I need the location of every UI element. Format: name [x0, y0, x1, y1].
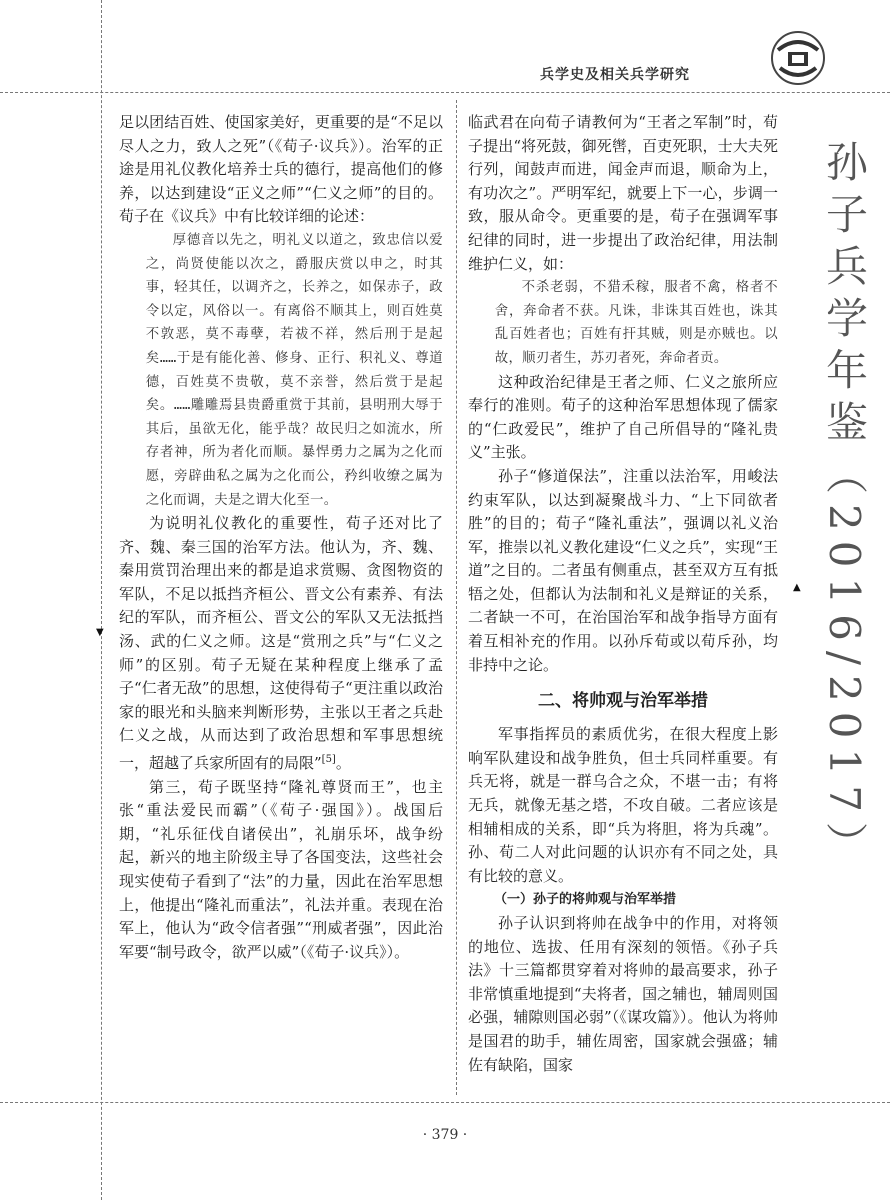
paragraph-end: 。 [335, 754, 351, 773]
paragraph [119, 512, 443, 776]
page-number: · 379 · [422, 1127, 468, 1143]
column-divider [456, 100, 457, 1095]
block-quote: 不杀老弱，不猎禾稼，服者不禽，格者不舍，奔命者不获。凡诛，非诛其百姓也，诛其乱百姓者也；百姓有扞其贼，则是亦贼也。以故，顺刃者生，苏刃者死，奔命者贡。 [494, 280, 778, 366]
paragraph: 这种政治纪律是王者之师、仁义之旅所应奉行的准则。荀子的这种治军思想体现了儒家的“仁政爱民”，维护了自己所倡导的“隆礼贵义”主张。 [468, 372, 778, 462]
block-quote: 厚德音以先之，明礼义以道之，致忠信以爱之，尚贤使能以次之，爵服庆赏以申之，时其事，轻其任，以调齐之，长养之，如保赤子，政令以定，风俗以一。有离俗不顺其上，则百姓莫不敦恶，莫不毒孽，若祓不祥，然后刑于是起矣……于是有能化善、修身、正行、积礼义、尊道德，百姓莫不贵敬，莫不亲誉，然后赏于是起矣。……雕雕焉县贵爵重赏于其前，县明刑大辱于其后，虽欲无化，能乎哉？故民归之如流水，所存者神，所为者化而顺。暴悍勇力之属为之化而愿，旁辟曲私之属为之化而公，矜纠收缭之属为之化而调，夫是之谓大化至一。 [145, 232, 443, 508]
bottom-crop-line [0, 1102, 890, 1103]
paragraph: 军事指挥员的素质优劣，在很大程度上影响军队建设和战争胜负，但士兵同样重要。有兵无将，就是一群乌合之众，不堪一击；有将无兵，就像无基之塔，不攻自破。二者应该是相辅相成的关系，即“兵为将胆，将为兵魂”。孙、荀二人对此问题的认识亦有不同之处，具有比较的意义。 [468, 725, 778, 885]
yearbook-logo-icon [768, 28, 828, 88]
left-margin-marker: ▼ [96, 627, 104, 638]
paragraph: 孙子认识到将帅在战争中的作用，对将领的地位、选拔、任用有深刻的领悟。《孙子兵法》十三篇都贯穿着对将帅的最高要求，孙子非常慎重地提到“夫将者，国之辅也，辅周则国必强，辅隙则国必弱”（《谋攻篇》）。他认为将帅是国君的助手，辅佐周密，国家就会强盛；辅佐有缺陷，国家 [468, 914, 778, 1074]
right-column [468, 111, 778, 1077]
paragraph: 第三，荀子既坚持“隆礼尊贤而王”，也主张“重法爱民而霸”（《荀子·强国》）。战国后期，“礼乐征伐自诸侯出”，礼崩乐坏，战争纷起，新兴的地主阶级主导了各国变法，这些社会现实使荀子看到了“法”的力量，因此在治军思想上，他提出“隆礼而重法”，礼法并重。表现在治军上，他认为“政令信者强”“刑威者强”，因此治军要“制号政令，欲严以威”（《荀子·议兵》）。 [119, 777, 443, 961]
running-header: 兵学史及相关兵学研究 [540, 67, 690, 83]
top-crop-line [0, 92, 890, 93]
subsection-heading: （一）孙子的将帅观与治军举措 [494, 892, 677, 908]
section-heading: 二、将帅观与治军举措 [538, 691, 708, 712]
left-crop-line [101, 0, 102, 1200]
paragraph: 足以团结百姓、使国家美好，更重要的是“不足以尽人之力，致人之死”（《荀子·议兵》）。治军的正途是用礼仪教化培养士兵的德行，提高他们的修养，以达到建设“正义之师”“仁义之师”的目的。荀子在《议兵》中有比较详细的论述： [119, 113, 443, 226]
right-margin-marker: ▲ [793, 582, 801, 593]
citation-ref: [5] [321, 754, 336, 766]
left-column [119, 111, 443, 964]
yearbook-title: 孙子兵学年鉴（2016/2017） [820, 140, 869, 874]
paragraph-text: 为说明礼仪教化的重要性，荀子还对比了齐、魏、秦三国的治军方法。他认为，齐、魏、秦用赏罚治理出来的都是追求赏赐、贪图物资的军队，不足以抵挡齐桓公、晋文公有素养、有法纪的军队，而齐桓公、晋文公的军队又无法抵挡汤、武的仁义之师。这是“赏刑之兵”与“仁义之师”的区别。荀子无疑在某种程度上继承了孟子“仁者无敌”的思想，这使得荀子“更注重以政治家的眼光和头脑来判断形势，主张以王者之兵赴仁义之战，从而达到了政治思想和军事思想统一，超越了兵家所固有的局限” [119, 514, 443, 773]
paragraph: 孙子“修道保法”，注重以法治军，用峻法约束军队，以达到凝聚战斗力、“上下同欲者胜”的目的；荀子“隆礼重法”，强调以礼义治军，推崇以礼义教化建设“仁义之兵”，实现“王道”之目的。二者虽有侧重点，甚至双方互有抵牾之处，但都认为法制和礼义是辩证的关系，二者缺一不可，在治国治军和战争指导方面有着互相补充的作用。以孙斥荀或以荀斥孙，均非持中之论。 [468, 466, 778, 674]
paragraph: 临武君在向荀子请教何为“王者之军制”时，荀子提出“将死鼓，御死辔，百吏死职，士大夫死行列，闻鼓声而进，闻金声而退，顺命为上，有功次之”。严明军纪，就要上下一心，步调一致，服从命令。更重要的是，荀子在强调军事纪律的同时，进一步提出了政治纪律，用法制维护仁义，如： [468, 113, 778, 273]
